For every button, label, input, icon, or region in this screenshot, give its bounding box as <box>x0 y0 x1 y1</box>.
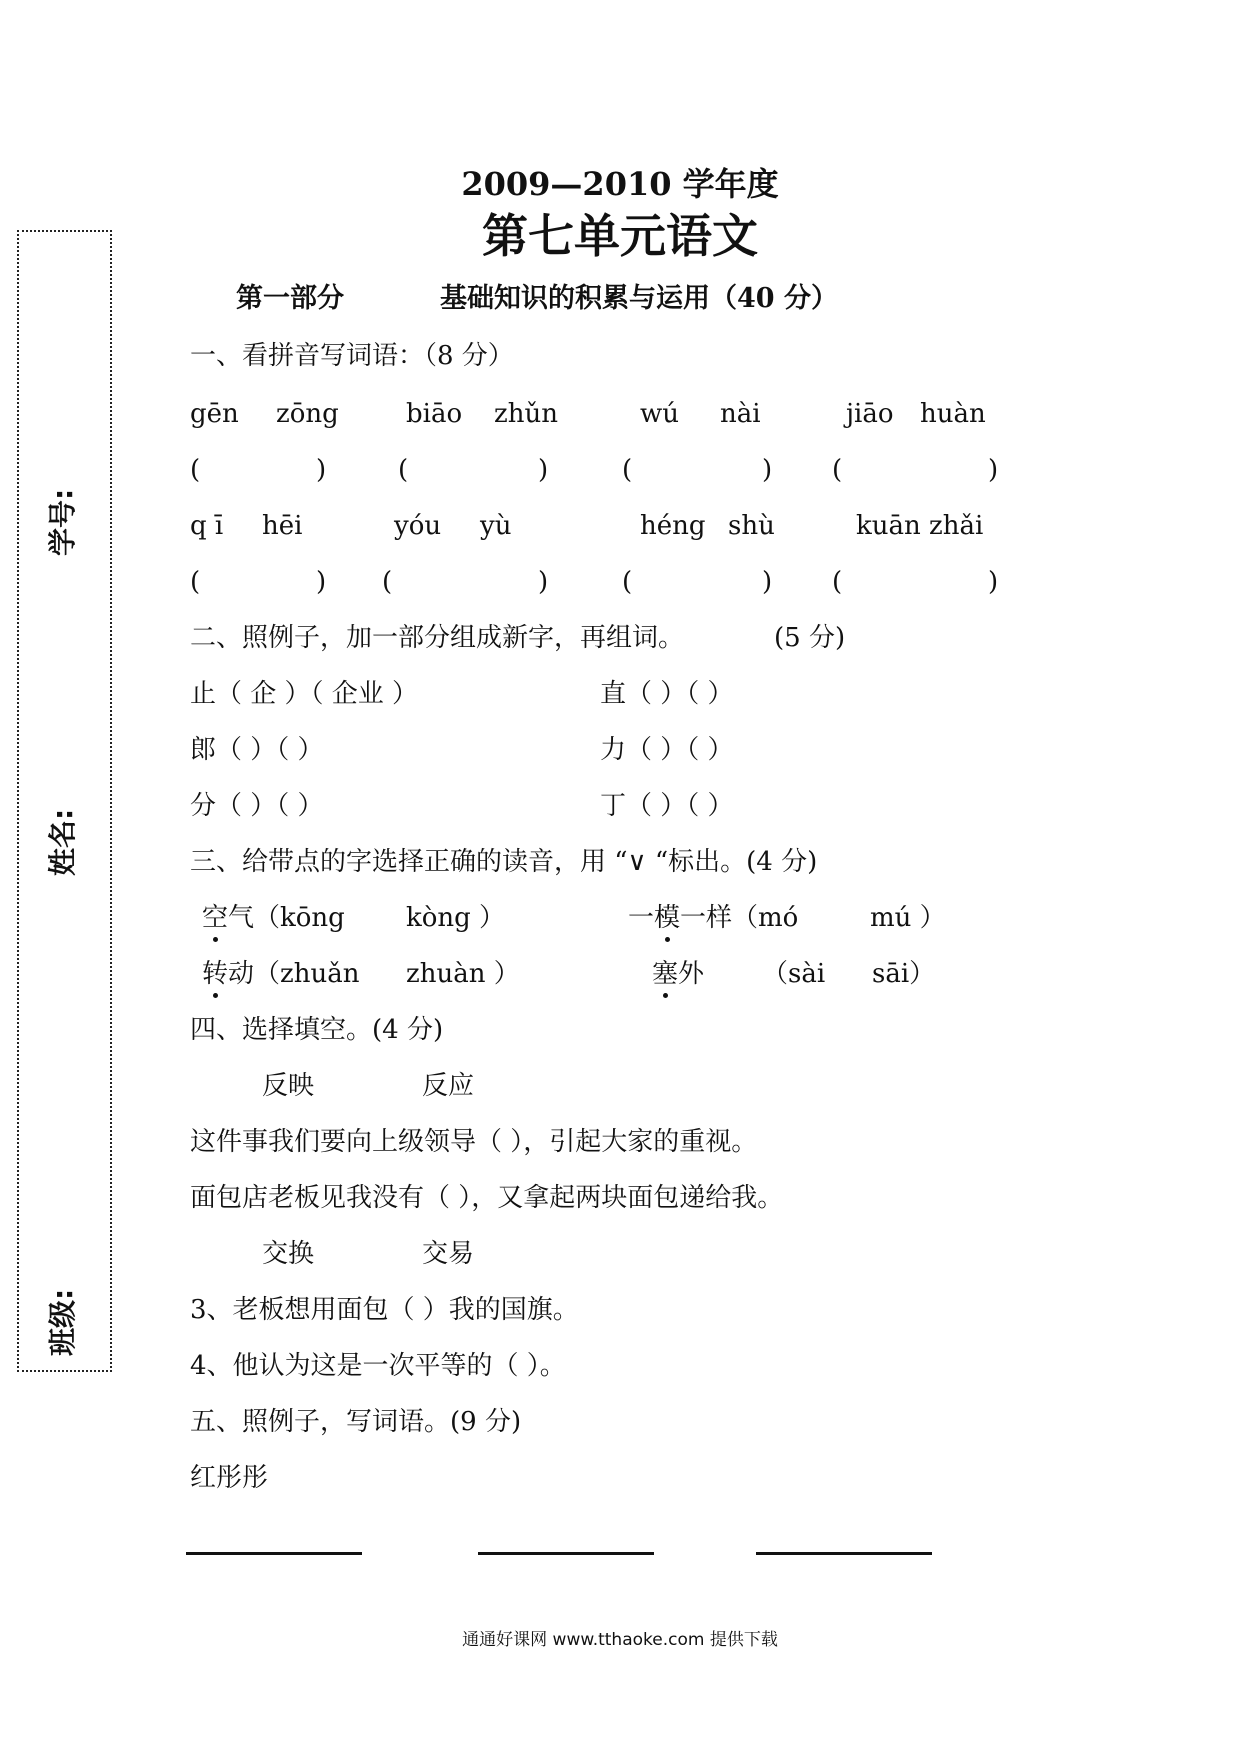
pinyin: biāo <box>406 399 463 429</box>
q3-item-text: 气（kōng <box>228 903 345 933</box>
q3-item-4-option-2: sāi） <box>872 959 936 989</box>
pinyin: q ī <box>190 511 224 541</box>
dotted-character: 转 <box>202 959 229 989</box>
q3-heading: 三、给带点的字选择正确的读音，用 “∨ “标出。(4 分) <box>190 847 818 877</box>
q2-row-3-right: 丁（ ）（ ） <box>600 791 734 821</box>
q3-item-text: 一样（mó <box>680 903 799 933</box>
q2-row-1-right: 直（ ）（ ） <box>600 679 734 709</box>
q2-heading: 二、照例子，加一部分组成新字，再组词。 <box>190 623 685 653</box>
q2-row-1-left: 止（ 企 ）（ 企业 ） <box>190 679 419 709</box>
pinyin: wú <box>640 399 679 429</box>
q3-item-2-option-2: mú ） <box>870 903 946 933</box>
open-paren: ( <box>832 567 843 597</box>
q4-sentence-4: 4、他认为这是一次平等的（ ）。 <box>190 1351 566 1381</box>
open-paren: ( <box>190 567 201 597</box>
q3-item-4-option-1: （sài <box>762 959 826 989</box>
close-paren: ) <box>538 567 549 597</box>
pinyin: hēi <box>262 511 303 541</box>
q4-word-option: 交易 <box>422 1239 475 1269</box>
open-paren: ( <box>622 567 633 597</box>
q3-item-3-option-2: zhuàn ） <box>406 959 520 989</box>
q2-row-2-left: 郎（ ）（ ） <box>190 735 324 765</box>
part-title: 基础知识的积累与运用（40 分） <box>440 283 838 314</box>
q5-heading: 五、照例子，写词语。(9 分) <box>190 1407 522 1437</box>
q4-word-option: 交换 <box>262 1239 315 1269</box>
open-paren: ( <box>622 455 633 485</box>
q3-item-prefix: 一 <box>628 903 655 933</box>
pinyin: héng <box>640 511 706 541</box>
q3-item-text: 外 <box>678 959 705 989</box>
pinyin: zhǔn <box>494 399 558 429</box>
q4-sentence-1: 这件事我们要向上级领导（ ），引起大家的重视。 <box>190 1127 758 1157</box>
pinyin: yù <box>480 511 512 541</box>
answer-blank-line <box>478 1552 654 1555</box>
pinyin: huàn <box>920 399 986 429</box>
pinyin: zōng <box>276 399 339 429</box>
pinyin: kuān zhǎi <box>856 511 984 541</box>
page-title: 第七单元语文 <box>482 209 758 263</box>
pinyin: gēn <box>190 399 239 429</box>
open-paren: ( <box>832 455 843 485</box>
pinyin: yóu <box>394 511 442 541</box>
footer-credit: 通通好课网 www.tthaoke.com 提供下载 <box>462 1630 778 1650</box>
q3-item-2 <box>628 902 798 934</box>
close-paren: ) <box>762 455 773 485</box>
answer-blank-line <box>186 1552 362 1555</box>
pinyin: jiāo <box>846 399 894 429</box>
close-paren: ) <box>988 455 999 485</box>
q4-sentence-3: 3、老板想用面包（ ）我的国旗。 <box>190 1295 579 1325</box>
dotted-character: 模 <box>654 903 681 933</box>
q4-sentence-2: 面包店老板见我没有（ ），又拿起两块面包递给我。 <box>190 1183 784 1213</box>
q4-word-option: 反映 <box>262 1071 315 1101</box>
q4-heading: 四、选择填空。(4 分) <box>190 1015 444 1045</box>
pinyin: nài <box>720 399 761 429</box>
answer-blank-line <box>756 1552 932 1555</box>
open-paren: ( <box>190 455 201 485</box>
student-id-label: 学号: <box>46 488 79 556</box>
pinyin: shù <box>728 511 775 541</box>
q3-item-1-option-2: kòng ） <box>406 903 506 933</box>
close-paren: ) <box>538 455 549 485</box>
name-label: 姓名: <box>46 808 79 876</box>
open-paren: ( <box>382 567 393 597</box>
close-paren: ) <box>988 567 999 597</box>
class-label: 班级: <box>46 1288 79 1356</box>
close-paren: ) <box>316 567 327 597</box>
part-label: 第一部分 <box>236 283 344 314</box>
q3-item-1 <box>202 902 345 934</box>
q4-word-option: 反应 <box>422 1071 475 1101</box>
q2-row-3-left: 分（ ）（ ） <box>190 791 324 821</box>
dotted-character: 空 <box>202 903 229 933</box>
close-paren: ) <box>316 455 327 485</box>
dotted-character: 塞 <box>652 959 679 989</box>
q3-item-4 <box>652 958 704 990</box>
q1-heading: 一、看拼音写词语：（8 分） <box>190 341 514 371</box>
binding-strip <box>17 230 112 1372</box>
q3-item-3 <box>202 958 359 990</box>
close-paren: ) <box>762 567 773 597</box>
q3-item-text: 动（zhuǎn <box>228 959 360 989</box>
open-paren: ( <box>398 455 409 485</box>
school-year: 2009—2010 学年度 <box>461 165 779 203</box>
q2-score: (5 分) <box>774 623 846 653</box>
q2-row-2-right: 力（ ）（ ） <box>600 735 734 765</box>
q5-example: 红彤彤 <box>190 1463 269 1493</box>
